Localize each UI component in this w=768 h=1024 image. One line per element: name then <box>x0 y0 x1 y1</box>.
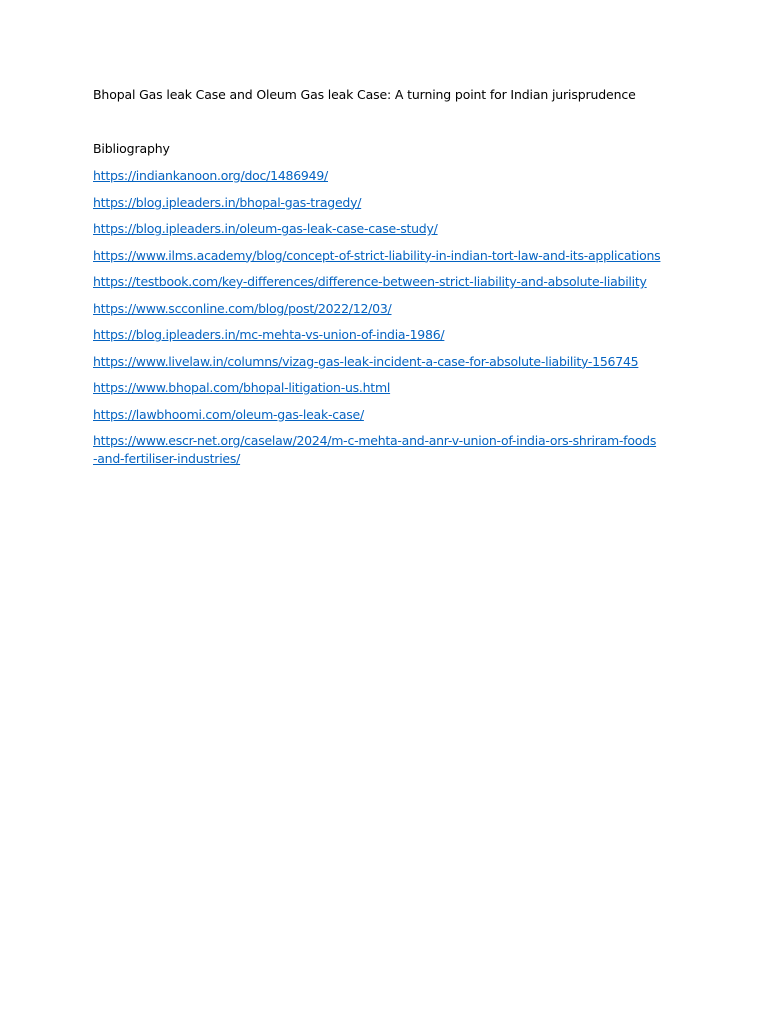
bibliography-link[interactable]: https://testbook.com/key-differences/difference-between-strict-liability-and-absolute-liability <box>93 274 647 289</box>
bibliography-link[interactable]: https://lawbhoomi.com/oleum-gas-leak-case/ <box>93 406 364 422</box>
bibliography-link[interactable]: https://www.escr-net.org/caselaw/2024/m-c-mehta-and-anr-v-union-of-india-ors-shriram-foods-and-fertiliser-industries/ <box>93 433 657 466</box>
list-item <box>93 167 673 185</box>
bibliography-link[interactable]: https://www.scconline.com/blog/post/2022/12/03/ <box>93 300 392 316</box>
document-title: Bhopal Gas leak Case and Oleum Gas leak Case: A turning point for Indian jurisprudence <box>93 87 636 102</box>
list-item <box>93 326 673 344</box>
bibliography-heading: Bibliography <box>93 141 170 156</box>
bibliography-link[interactable]: https://www.bhopal.com/bhopal-litigation-us.html <box>93 380 391 395</box>
list-item <box>93 247 673 265</box>
list-item <box>93 379 673 397</box>
list-item <box>93 220 673 238</box>
list-item <box>93 406 673 424</box>
bibliography-link[interactable]: https://www.livelaw.in/columns/vizag-gas-leak-incident-a-case-for-absolute-liability-156745 <box>93 353 639 369</box>
bibliography-link[interactable]: https://www.ilms.academy/blog/concept-of-strict-liability-in-indian-tort-law-and-its-applications <box>93 247 661 263</box>
list-item <box>93 300 673 318</box>
list-item <box>93 353 673 371</box>
bibliography-link[interactable]: https://blog.ipleaders.in/oleum-gas-leak-case-case-study/ <box>93 221 438 236</box>
bibliography-link[interactable]: https://blog.ipleaders.in/bhopal-gas-tragedy/ <box>93 194 362 210</box>
list-item <box>93 194 673 212</box>
list-item <box>93 432 658 467</box>
bibliography-list <box>93 167 673 467</box>
document-page <box>93 86 673 467</box>
list-item <box>93 273 673 291</box>
bibliography-link[interactable]: https://blog.ipleaders.in/mc-mehta-vs-union-of-india-1986/ <box>93 327 445 342</box>
bibliography-link[interactable]: https://indiankanoon.org/doc/1486949/ <box>93 168 328 183</box>
